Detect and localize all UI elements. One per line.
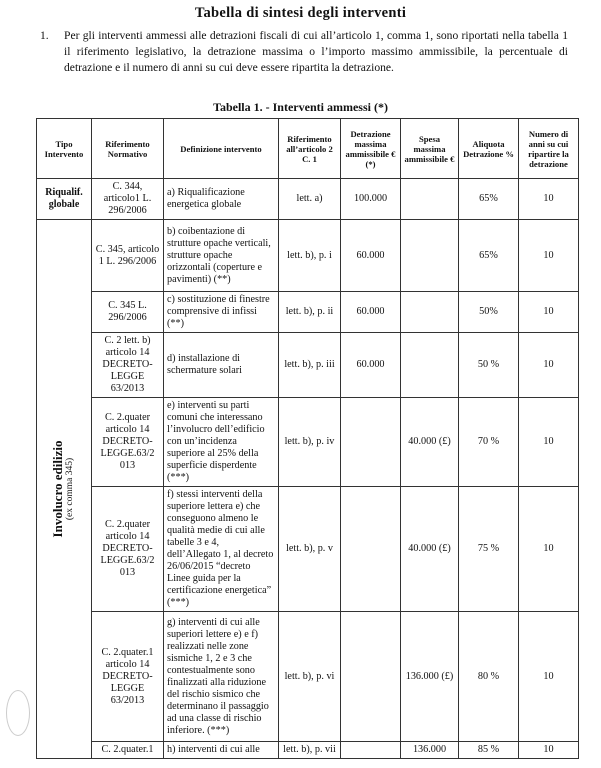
header-definizione: Definizione intervento [164,119,279,179]
cell-rif2: lett. b), p. iv [279,398,341,487]
group-involucro [37,220,92,759]
table-row [37,612,579,742]
cell-spesa: 40.000 (£) [401,487,459,612]
table-row [37,333,579,398]
cell-aliq: 85 % [459,742,519,759]
cell-aliq: 75 % [459,487,519,612]
cell-rif2: lett. b), p. i [279,220,341,292]
cell-anni: 10 [519,398,579,487]
cell-rif2: lett. b), p. v [279,487,341,612]
paragraph-text: Per gli interventi ammessi alle detrazioni fiscali di cui all’articolo 1, comma 1, sono riportati nella tabella 1 il riferimento legislativo, la detrazione massima o l’importo massimo ammissibile, la percentuale di detrazione e il numero di anni su cui deve essere ripartita la detrazione. [64,29,568,74]
table-row [37,179,579,220]
cell-anni: 10 [519,179,579,220]
cell-aliq: 70 % [459,398,519,487]
cell-def: g) interventi di cui alle superiori lettere e) e f) realizzati nelle zone sismiche 1, 2 e 3 che contestualmente sono finalizzati alla riduzione del rischio sismico che determinano il passaggio ad una classe di rischio inferiore. (***) [164,612,279,742]
table-row [37,292,579,333]
header-tipo: Tipo Intervento [37,119,92,179]
group-involucro-title: Involucro edilizio [50,440,65,538]
table-caption: Tabella 1. - Interventi ammessi (*) [213,100,388,114]
cell-rif: C. 2.quater articolo 14 DECRETO-LEGGE.63/2 013 [92,398,164,487]
cell-rif: C. 345 L. 296/2006 [92,292,164,333]
cell-def: c) sostituzione di finestre comprensive di infissi (**) [164,292,279,333]
table-row [37,742,579,759]
cell-def: d) installazione di schermature solari [164,333,279,398]
cell-rif: C. 2.quater.1 [92,742,164,759]
header-spesa: Spesa massima ammissibile € [401,119,459,179]
cell-def: e) interventi su parti comuni che interessano l’involucro dell’edificio con un’incidenza superiore al 25% della superficie disperdente (***) [164,398,279,487]
header-anni: Numero di anni su cui ripartire la detrazione [519,119,579,179]
cell-rif2: lett. a) [279,179,341,220]
table-row [37,398,579,487]
cell-spesa: 40.000 (£) [401,398,459,487]
cell-aliq: 50 % [459,333,519,398]
intro-paragraph [40,28,568,76]
cell-anni: 10 [519,742,579,759]
cell-detr: 60.000 [341,333,401,398]
cell-detr: 100.000 [341,179,401,220]
cell-def: a) Riqualificazione energetica globale [164,179,279,220]
cell-spesa [401,179,459,220]
table-header-row [37,119,579,179]
header-aliquota: Aliquota Detrazione % [459,119,519,179]
cell-rif2: lett. b), p. vi [279,612,341,742]
header-detrazione: Detrazione massima ammissibile € (*) [341,119,401,179]
cell-rif: C. 345, articolo 1 L. 296/2006 [92,220,164,292]
table-row [37,487,579,612]
cell-rif: C. 344, articolo1 L. 296/2006 [92,179,164,220]
group-involucro-subtitle: (ex comma 345) [65,457,75,521]
header-riferimento: Riferimento Normativo [92,119,164,179]
cell-anni: 10 [519,220,579,292]
cell-anni: 10 [519,292,579,333]
cell-detr: 60.000 [341,292,401,333]
cell-aliq: 80 % [459,612,519,742]
cell-rif2: lett. b), p. vii [279,742,341,759]
cell-def: h) interventi di cui alle [164,742,279,759]
interventions-table [36,118,579,759]
cell-spesa: 136.000 (£) [401,612,459,742]
cell-def: f) stessi interventi della superiore lettera e) che conseguono almeno le qualità medie di cui alle tabelle 3 e 4, dell’Allegato 1, al decreto 26/06/2015 “decreto Linee guida per la certificazione energetica” (***) [164,487,279,612]
cell-spesa [401,292,459,333]
cell-detr: 60.000 [341,220,401,292]
cell-spesa [401,333,459,398]
cell-def: b) coibentazione di strutture opache verticali, strutture opache orizzontali (coperture e pavimenti) (**) [164,220,279,292]
cell-detr [341,612,401,742]
cell-aliq: 65% [459,220,519,292]
paragraph-number: 1. [40,29,49,42]
cell-detr [341,398,401,487]
cell-spesa [401,220,459,292]
cell-anni: 10 [519,612,579,742]
cell-anni: 10 [519,487,579,612]
cell-detr [341,742,401,759]
cell-rif: C. 2.quater.1 articolo 14 DECRETO-LEGGE 63/2013 [92,612,164,742]
header-riferimento-art2: Riferimento all’articolo 2 C. 1 [279,119,341,179]
cell-aliq: 65% [459,179,519,220]
cell-rif2: lett. b), p. iii [279,333,341,398]
page-title: Tabella di sintesi degli interventi [194,5,407,21]
cell-rif: C. 2 lett. b) articolo 14 DECRETO-LEGGE 63/2013 [92,333,164,398]
group-riqualif: Riqualif. globale [37,179,92,220]
cell-aliq: 50% [459,292,519,333]
cell-spesa: 136.000 [401,742,459,759]
stamp-mark [6,690,30,736]
cell-anni: 10 [519,333,579,398]
cell-detr [341,487,401,612]
table-row [37,220,579,292]
cell-rif2: lett. b), p. ii [279,292,341,333]
cell-rif: C. 2.quater articolo 14 DECRETO-LEGGE.63/2 013 [92,487,164,612]
